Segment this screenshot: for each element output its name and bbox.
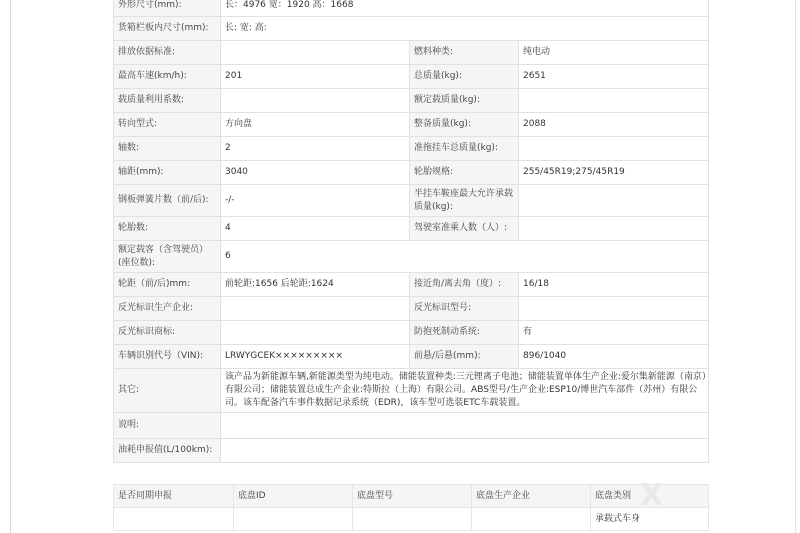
spec-label: 说明:: [114, 413, 221, 439]
watermark-logo: X: [640, 478, 664, 513]
spec-value: LRWYGCEK×××××××××: [221, 345, 410, 369]
spec-label: 反光标识生产企业:: [114, 297, 221, 321]
page-right-border: [795, 0, 796, 533]
spec-value: [221, 439, 709, 463]
spec-value: 长: 宽: 高:: [221, 17, 709, 41]
spec-row: [114, 439, 709, 463]
spec-value: 纯电动: [519, 41, 709, 65]
spec-row: [114, 161, 709, 185]
spec-label: 最高车速(km/h):: [114, 65, 221, 89]
spec-value: 255/45R19;275/45R19: [519, 161, 709, 185]
spec-label: 半挂车鞍座最大允许承载质量(kg):: [410, 185, 519, 217]
chassis-cell: [472, 508, 591, 531]
spec-row: [114, 217, 709, 241]
chassis-cell: [114, 508, 234, 531]
spec-row: [114, 65, 709, 89]
spec-label: 其它:: [114, 369, 221, 413]
spec-value: 6: [221, 241, 709, 273]
spec-label: 轴距(mm):: [114, 161, 221, 185]
spec-label: 额定载客（含驾驶员）(座位数):: [114, 241, 221, 273]
spec-label: 轮胎规格:: [410, 161, 519, 185]
spec-value: [221, 41, 410, 65]
spec-label: 外形尺寸(mm):: [114, 0, 221, 17]
spec-value: 长：4976 宽：1920 高：1668: [221, 0, 709, 17]
spec-value: 2088: [519, 113, 709, 137]
spec-label: 前悬/后悬(mm):: [410, 345, 519, 369]
spec-label: 轮胎数:: [114, 217, 221, 241]
spec-row: [114, 241, 709, 273]
spec-value: 2651: [519, 65, 709, 89]
spec-value: [519, 137, 709, 161]
spec-row: [114, 17, 709, 41]
spec-label: 接近角/离去角（度）:: [410, 273, 519, 297]
spec-label: 车辆识别代号（VIN):: [114, 345, 221, 369]
spec-label: 准拖挂车总质量(kg):: [410, 137, 519, 161]
spec-value: 有: [519, 321, 709, 345]
spec-value: 16/18: [519, 273, 709, 297]
spec-label: 货箱栏板内尺寸(mm):: [114, 17, 221, 41]
spec-label: 驾驶室准乘人数（人）:: [410, 217, 519, 241]
chassis-table: [113, 484, 709, 531]
chassis-cell: [234, 508, 353, 531]
spec-label: 载质量利用系数:: [114, 89, 221, 113]
spec-label: 防抱死制动系统:: [410, 321, 519, 345]
spec-row: [114, 297, 709, 321]
spec-row: [114, 273, 709, 297]
spec-value: [221, 297, 410, 321]
spec-value: [519, 217, 709, 241]
spec-row: [114, 0, 709, 17]
spec-value: 4: [221, 217, 410, 241]
spec-label: 反光标识商标:: [114, 321, 221, 345]
chassis-header-cell: 底盘型号: [353, 485, 472, 508]
chassis-header-cell: 是否同期申报: [114, 485, 234, 508]
spec-label: 燃料种类:: [410, 41, 519, 65]
chassis-header-cell: 底盘生产企业: [472, 485, 591, 508]
chassis-cell: 承载式车身: [591, 508, 709, 531]
spec-value: [221, 89, 410, 113]
chassis-header-cell: 底盘ID: [234, 485, 353, 508]
spec-value: 896/1040: [519, 345, 709, 369]
spec-value: [221, 413, 709, 439]
spec-row: [114, 41, 709, 65]
spec-row: [114, 185, 709, 217]
spec-label: 轮距（前/后)mm:: [114, 273, 221, 297]
spec-row: [114, 113, 709, 137]
spec-label: 总质量(kg):: [410, 65, 519, 89]
spec-row: [114, 413, 709, 439]
spec-value: 2: [221, 137, 410, 161]
spec-value: 方向盘: [221, 113, 410, 137]
spec-row: [114, 345, 709, 369]
spec-label: 转向型式:: [114, 113, 221, 137]
spec-label: 整备质量(kg):: [410, 113, 519, 137]
chassis-data-row: [114, 508, 709, 531]
spec-label: 排放依据标准:: [114, 41, 221, 65]
spec-value: [221, 321, 410, 345]
spec-label: 额定载质量(kg):: [410, 89, 519, 113]
chassis-header-row: [114, 485, 709, 508]
spec-value: [519, 297, 709, 321]
spec-label: 反光标识型号:: [410, 297, 519, 321]
spec-label: 油耗申报值(L/100km):: [114, 439, 221, 463]
spec-label: 钢板弹簧片数（前/后):: [114, 185, 221, 217]
vehicle-spec-table: [113, 0, 709, 463]
spec-value: 该产品为新能源车辆,新能源类型为纯电动。储能装置种类:三元锂离子电池；储能装置单体生产企业:爱尔集新能源（南京）有限公司；储能装置总成生产企业:特斯拉（上海）有限公司。ABS型号/生产企业:ESP10/博世汽车部件（苏州）有限公司。该车配备汽车事件数据记录系统（EDR)，该车型可选装ETC车载装置。: [221, 369, 709, 413]
chassis-header-cell: 底盘类别: [591, 485, 709, 508]
spec-value: 前轮距:1656 后轮距:1624: [221, 273, 410, 297]
spec-value: 3040: [221, 161, 410, 185]
spec-value: [519, 89, 709, 113]
spec-row: [114, 369, 709, 413]
spec-row: [114, 321, 709, 345]
spec-row: [114, 89, 709, 113]
chassis-cell: [353, 508, 472, 531]
spec-value: 201: [221, 65, 410, 89]
spec-value: [519, 185, 709, 217]
page-left-border: [10, 0, 11, 533]
spec-label: 轴数:: [114, 137, 221, 161]
spec-row: [114, 137, 709, 161]
spec-value: -/-: [221, 185, 410, 217]
